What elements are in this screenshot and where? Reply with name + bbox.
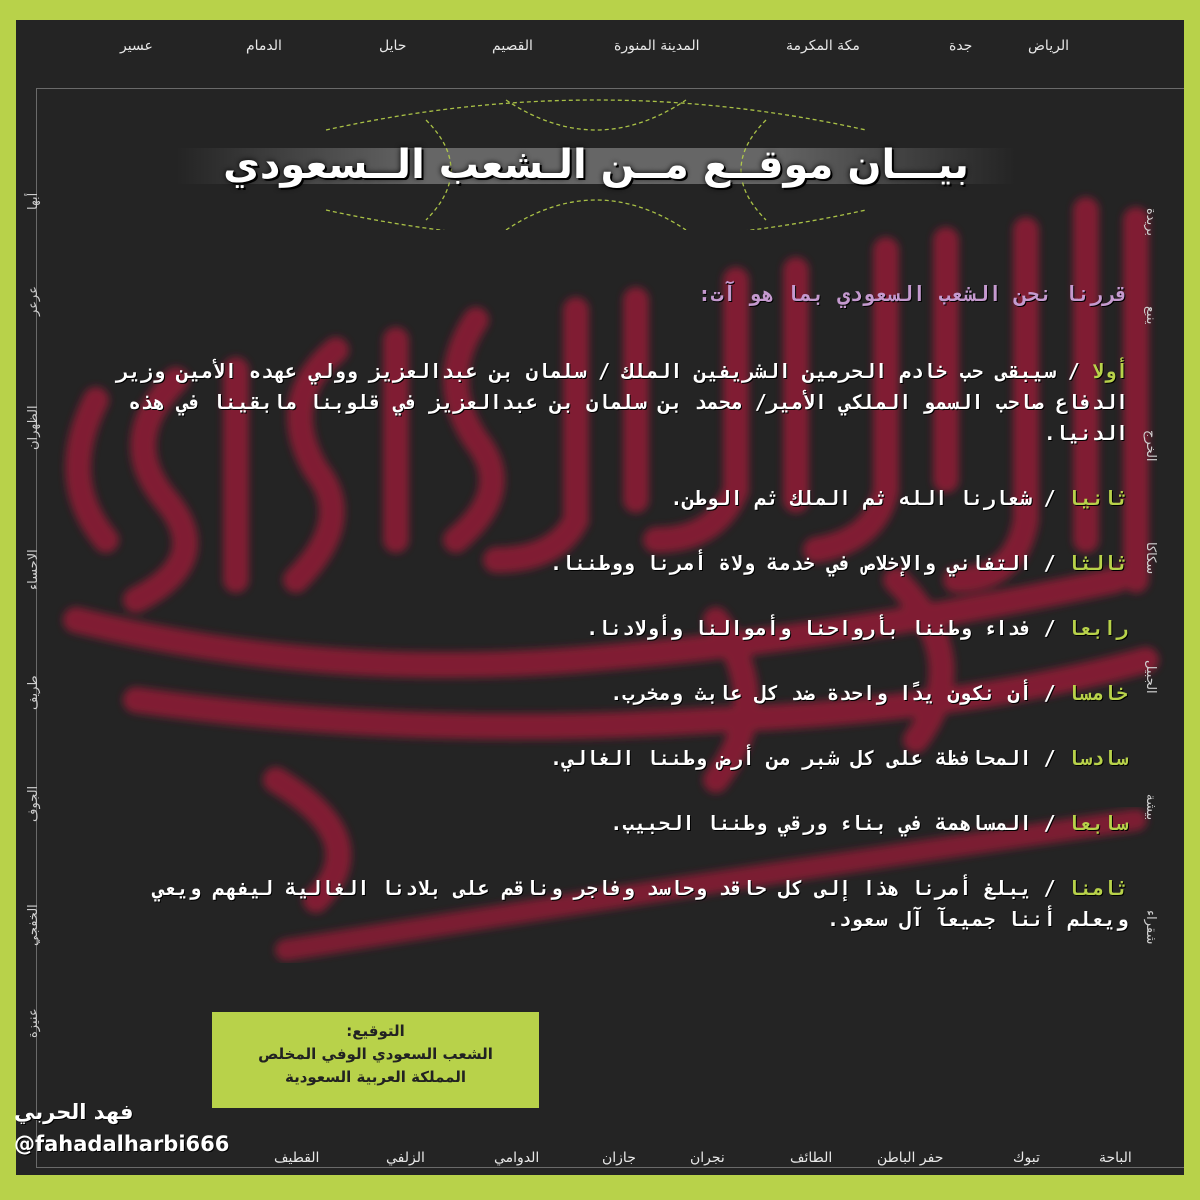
city-bottom: الدوامي bbox=[494, 1150, 540, 1166]
item-text: فداء وطننا بأرواحنا وأموالنا وأولادنا. bbox=[586, 616, 1032, 640]
city-left: الاحساء bbox=[26, 549, 41, 590]
item-text: المحافظة على كل شبر من أرض وطننا الغالي. bbox=[550, 746, 1032, 770]
item-key: ثالثا bbox=[1067, 551, 1128, 575]
city-left: طريف bbox=[26, 675, 41, 710]
city-left: عنيزة bbox=[26, 1008, 41, 1038]
list-item: أولا / سيبقى حب خادم الحرمين الشريفين الملك / سلمان بن عبدالعزيز وولي عهده الأمين وزير الدفاع صاحب السمو الملكي الأمير/ محمد بن سلمان بن عبدالعزيز في قلوبنا مابقينا في هذه الدنيا. bbox=[116, 359, 1128, 445]
city-bottom: حفر الباطن bbox=[877, 1150, 944, 1166]
city-right: ينبع bbox=[1143, 306, 1158, 325]
title-area bbox=[176, 120, 1016, 260]
city-top: القصيم bbox=[492, 38, 533, 54]
city-bottom: الطائف bbox=[790, 1150, 833, 1166]
item-key: سادسا bbox=[1067, 746, 1128, 770]
city-right: الجبيل bbox=[1143, 660, 1158, 694]
city-bottom: الباحة bbox=[1099, 1150, 1132, 1166]
list-item: ثامنا / يبلغ أمرنا هذا إلى كل حاقد وحاسد وفاجر وناقم على بلادنا الغالية ليفهم ويعي ويعلم أننا جميعآ آل سعود. bbox=[152, 876, 1128, 931]
list-item: ثانيا / شعارنا الله ثم الملك ثم الوطن. bbox=[670, 486, 1128, 510]
item-text: شعارنا الله ثم الملك ثم الوطن. bbox=[670, 486, 1032, 510]
item-text: أن نكون يدًا واحدة ضد كل عابث ومخرب. bbox=[610, 681, 1032, 705]
item-text: يبلغ أمرنا هذا إلى كل حاقد وحاسد وفاجر وناقم على بلادنا الغالية ليفهم ويعي ويعلم أننا جميعآ آل سعود. bbox=[152, 876, 1128, 931]
list-item: ثالثا / التفاني والإخلاص في خدمة ولاة أمرنا ووطننا. bbox=[550, 551, 1128, 575]
signature-line-1: الشعب السعودي الوفي المخلص bbox=[258, 1045, 493, 1063]
city-top: حايل bbox=[379, 38, 407, 54]
item-text: سيبقى حب خادم الحرمين الشريفين الملك / سلمان بن عبدالعزيز وولي عهده الأمين وزير الدفاع صاحب السمو الملكي الأمير/ محمد بن سلمان بن عبدالعزيز في قلوبنا مابقينا في هذه الدنيا. bbox=[116, 359, 1128, 445]
item-key: ثانيا bbox=[1067, 486, 1128, 510]
page-title: بيـــان موقــع مــن الـشعب الــسعودي bbox=[223, 142, 969, 188]
city-bottom: القطيف bbox=[274, 1150, 320, 1166]
city-top: جدة bbox=[949, 38, 973, 54]
list-item: رابعا / فداء وطننا بأرواحنا وأموالنا وأولادنا. bbox=[586, 616, 1128, 640]
city-bottom: نجران bbox=[690, 1150, 725, 1166]
statement-body bbox=[106, 282, 1128, 969]
list-item: سابعا / المساهمة في بناء ورقي وطننا الحبيب. bbox=[610, 811, 1128, 835]
list-item: سادسا / المحافظة على كل شبر من أرض وطننا الغالي. bbox=[550, 746, 1128, 770]
city-left: الخفجي bbox=[26, 904, 41, 946]
city-top: الرياض bbox=[1028, 38, 1069, 54]
city-left: عرعر bbox=[26, 286, 41, 316]
author-handle: @fahadalharbi666 bbox=[14, 1132, 230, 1156]
item-key: أولا bbox=[1091, 359, 1128, 383]
item-text: المساهمة في بناء ورقي وطننا الحبيب. bbox=[610, 811, 1032, 835]
city-bottom: تبوك bbox=[1013, 1150, 1040, 1166]
list-item: خامسا / أن نكون يدًا واحدة ضد كل عابث ومخرب. bbox=[610, 681, 1128, 705]
city-top: الدمام bbox=[246, 38, 282, 54]
city-right: بريدة bbox=[1143, 208, 1158, 237]
city-top: مكة المكرمة bbox=[786, 38, 860, 54]
city-top: عسير bbox=[120, 38, 153, 54]
signature-box bbox=[212, 1012, 539, 1108]
city-bottom: جازان bbox=[602, 1150, 636, 1166]
city-right: الخرج bbox=[1143, 430, 1158, 462]
city-right: سكاكا bbox=[1143, 542, 1158, 575]
city-left: الظهران bbox=[26, 405, 41, 450]
signature-line-2: المملكة العربية السعودية bbox=[284, 1068, 467, 1086]
item-text: التفاني والإخلاص في خدمة ولاة أمرنا ووطننا. bbox=[550, 551, 1032, 575]
item-key: سابعا bbox=[1067, 811, 1128, 835]
signature-label: التوقيع: bbox=[346, 1022, 405, 1040]
city-bottom: الزلفي bbox=[386, 1150, 425, 1166]
intro-text: قررنا نحن الشعب السعودي بما هو آت: bbox=[698, 282, 1128, 306]
city-left: الجوف bbox=[26, 785, 41, 822]
item-key: ثامنا bbox=[1067, 876, 1128, 900]
item-key: خامسا bbox=[1067, 681, 1128, 705]
author-name: فهد الحربي bbox=[14, 1100, 134, 1124]
city-right: شقراء bbox=[1143, 910, 1158, 945]
main-panel bbox=[16, 20, 1184, 1175]
city-right: بيشة bbox=[1143, 794, 1158, 821]
city-top: المدينة المنورة bbox=[614, 38, 700, 54]
city-left: أبها bbox=[26, 192, 41, 210]
item-key: رابعا bbox=[1067, 616, 1128, 640]
